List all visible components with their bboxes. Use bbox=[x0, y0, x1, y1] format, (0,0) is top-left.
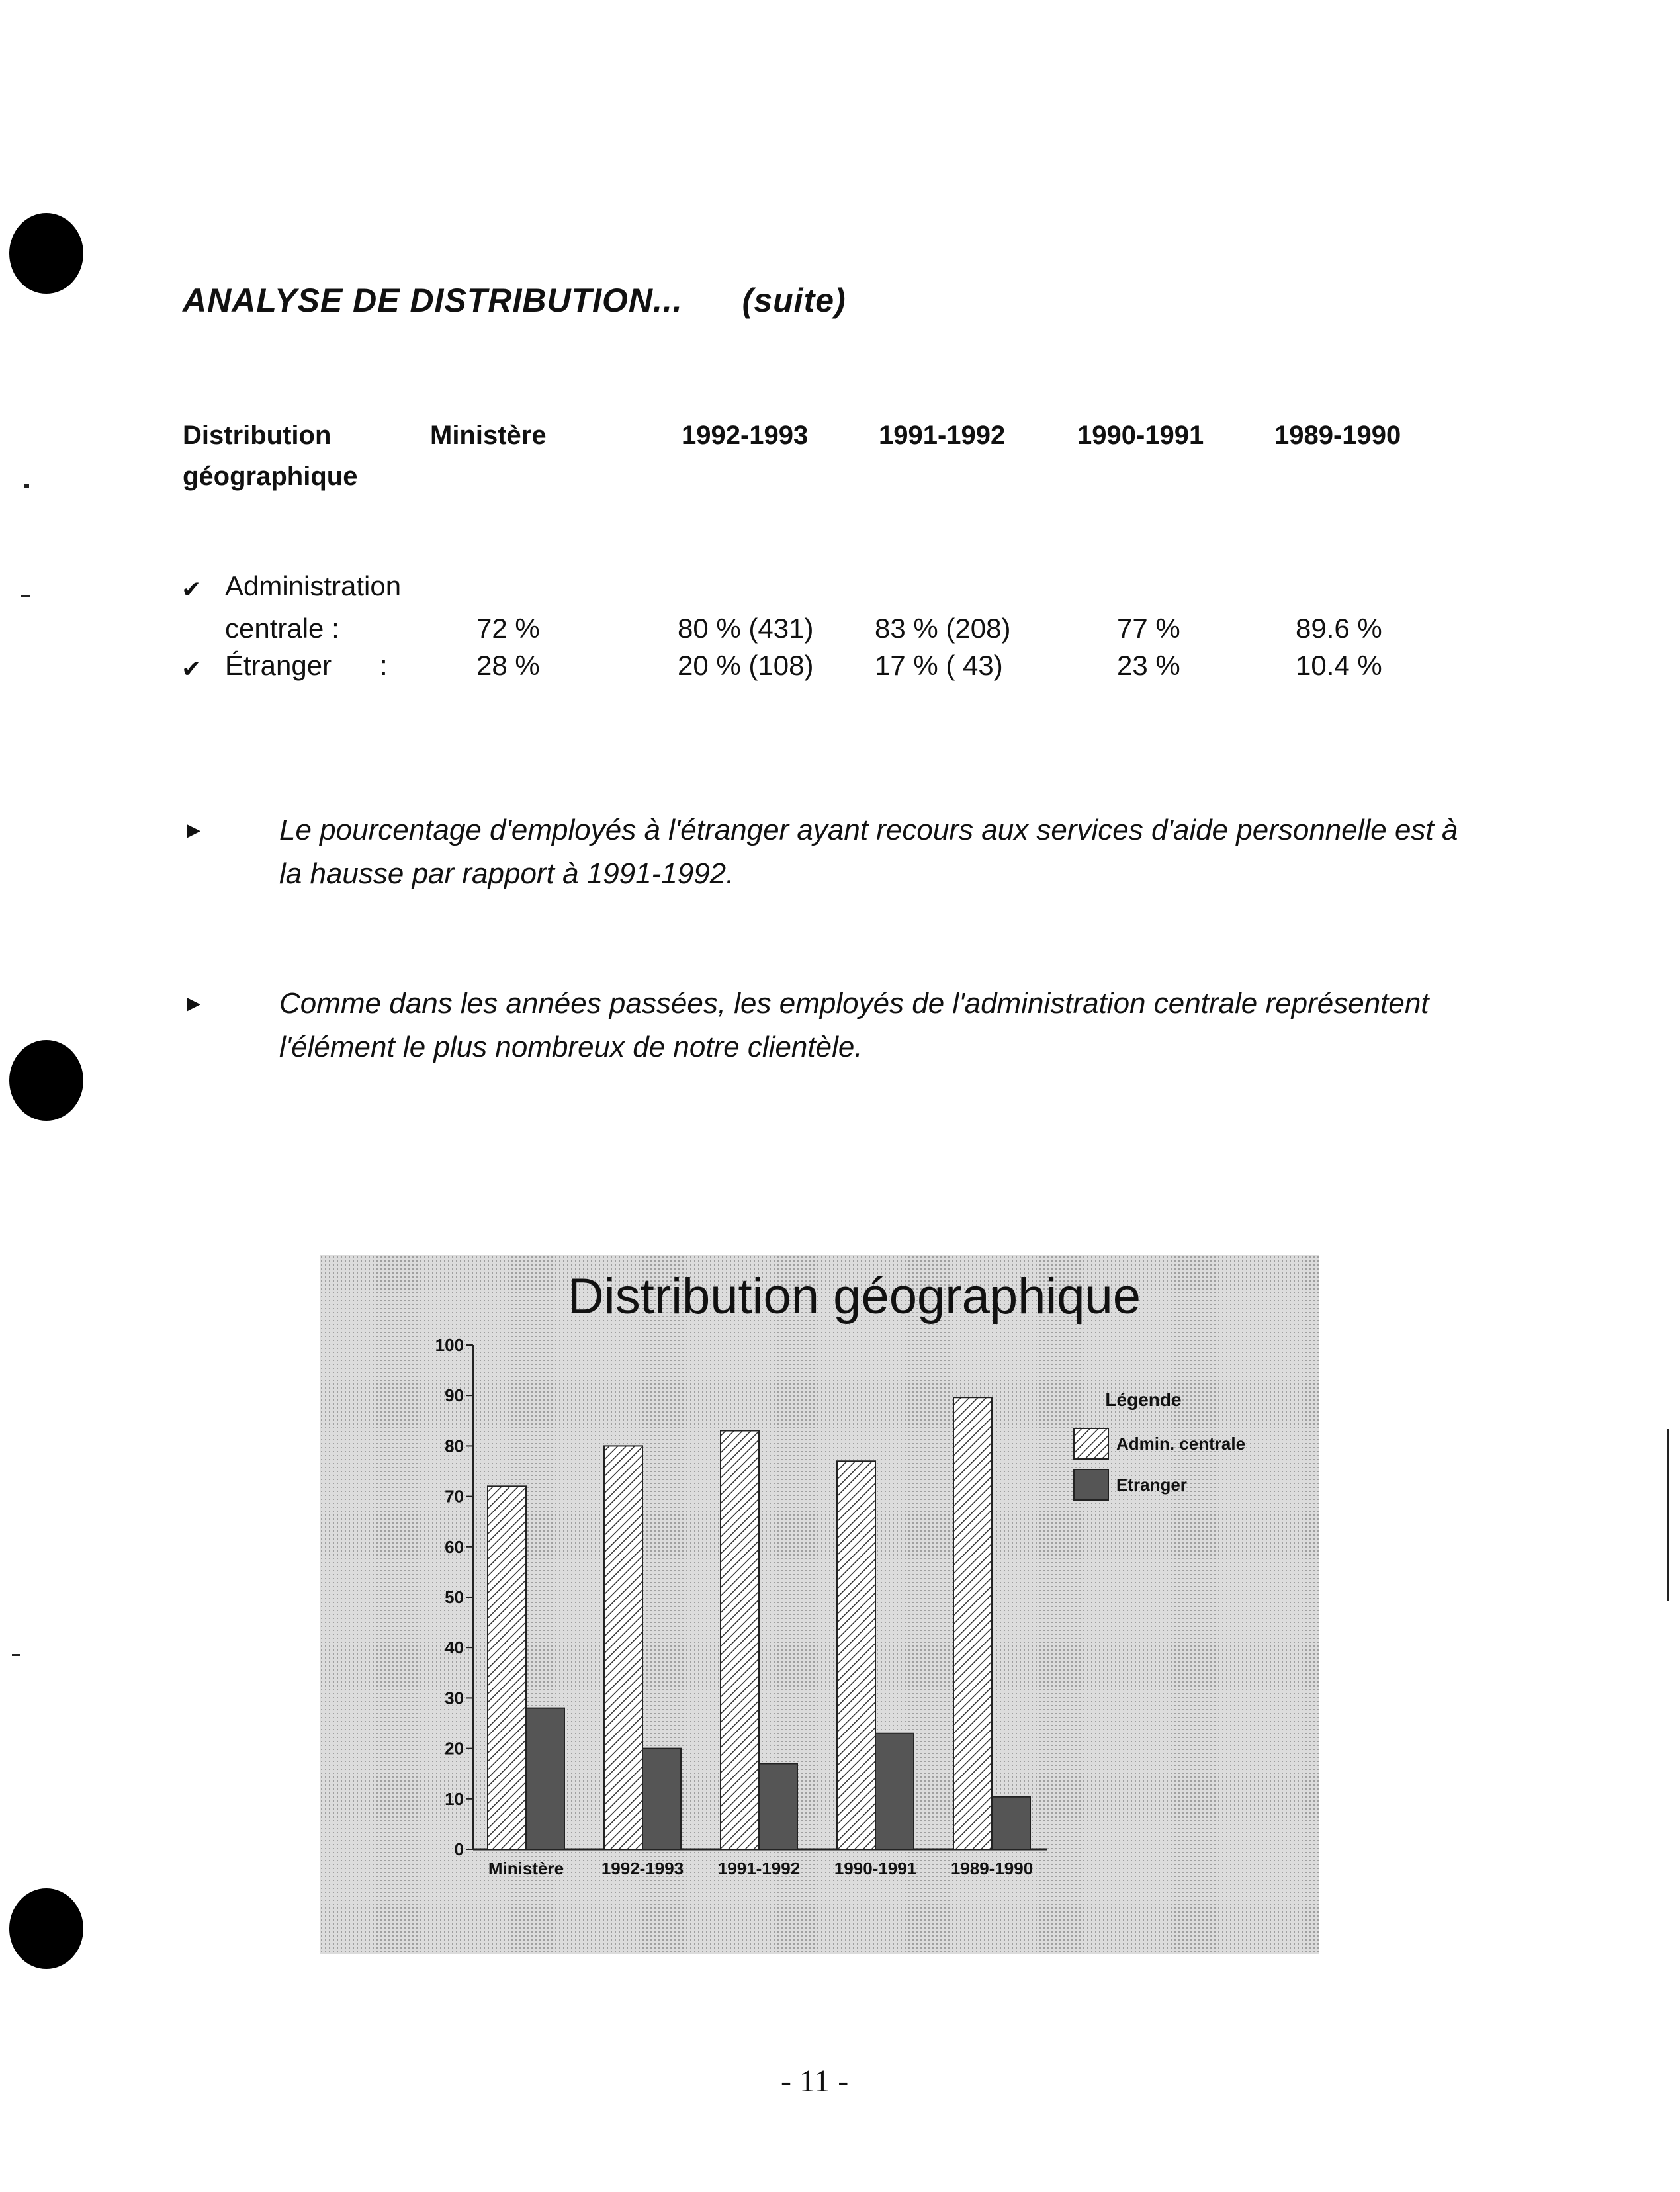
y-tick-label: 50 bbox=[445, 1587, 464, 1607]
legend-title: Légende bbox=[1105, 1389, 1182, 1410]
legend-label: Admin. centrale bbox=[1116, 1434, 1246, 1454]
legend-label: Etranger bbox=[1116, 1475, 1187, 1495]
page-title bbox=[183, 281, 846, 320]
bar-etranger bbox=[992, 1797, 1030, 1849]
x-tick-label: 1990-1991 bbox=[834, 1859, 917, 1878]
table-header-col-1: Ministère bbox=[430, 421, 547, 450]
row-admin-val-2: 80 % (431) bbox=[678, 613, 814, 644]
row-admin-label-2: centrale : bbox=[225, 613, 339, 644]
y-tick-label: 80 bbox=[445, 1436, 464, 1456]
table-header-label-2: géographique bbox=[183, 462, 358, 491]
row-admin-val-4: 77 % bbox=[1117, 613, 1180, 644]
y-tick-label: 60 bbox=[445, 1536, 464, 1557]
y-tick-label: 100 bbox=[435, 1335, 464, 1355]
x-tick-label: 1989-1990 bbox=[950, 1859, 1034, 1878]
bar-admin-centrale bbox=[488, 1486, 526, 1849]
table-header-col-3: 1991-1992 bbox=[879, 421, 1006, 450]
scan-mark bbox=[24, 484, 29, 488]
title-main: ANALYSE DE DISTRIBUTION... bbox=[183, 282, 683, 319]
bar-etranger bbox=[875, 1733, 914, 1849]
y-tick-label: 30 bbox=[445, 1688, 464, 1708]
table-header-col-2: 1992-1993 bbox=[682, 421, 809, 450]
y-tick-label: 90 bbox=[445, 1385, 464, 1406]
bar-etranger bbox=[759, 1763, 797, 1849]
row-etranger-val-4: 23 % bbox=[1117, 650, 1180, 681]
x-tick-label: 1992-1993 bbox=[601, 1859, 684, 1878]
bullet-arrow-icon: ► bbox=[183, 818, 205, 843]
bar-admin-centrale bbox=[837, 1461, 875, 1849]
punch-hole-bottom bbox=[9, 1888, 83, 1969]
scan-mark bbox=[12, 1654, 20, 1656]
chart-panel bbox=[320, 1255, 1319, 1954]
y-tick-label: 0 bbox=[454, 1839, 464, 1859]
row-admin-val-5: 89.6 % bbox=[1296, 613, 1382, 644]
bar-admin-centrale bbox=[721, 1431, 759, 1849]
table-header-label-1: Distribution bbox=[183, 421, 332, 450]
check-icon: ✔ bbox=[181, 576, 202, 603]
bar-etranger bbox=[526, 1708, 564, 1849]
bar-admin-centrale bbox=[604, 1446, 642, 1849]
y-tick-label: 40 bbox=[445, 1638, 464, 1658]
row-etranger-val-2: 20 % (108) bbox=[678, 650, 814, 681]
bar-etranger bbox=[642, 1749, 681, 1849]
punch-hole-top bbox=[9, 213, 83, 294]
x-tick-label: Ministère bbox=[488, 1859, 564, 1878]
bullet-arrow-icon: ► bbox=[183, 991, 205, 1016]
row-etranger-val-1: 28 % bbox=[476, 650, 540, 681]
row-etranger-val-3: 17 % ( 43) bbox=[875, 650, 1003, 681]
y-tick-label: 10 bbox=[445, 1788, 464, 1809]
y-tick-label: 70 bbox=[445, 1486, 464, 1507]
row-admin-val-1: 72 % bbox=[476, 613, 540, 644]
title-suite: (suite) bbox=[742, 282, 846, 319]
scan-mark bbox=[1667, 1429, 1669, 1601]
row-etranger-colon: : bbox=[380, 650, 388, 681]
bar-admin-centrale bbox=[953, 1397, 992, 1849]
page-number: - 11 - bbox=[781, 2064, 849, 2099]
scan-mark bbox=[21, 595, 30, 597]
bar-chart bbox=[320, 1255, 1319, 1954]
x-tick-label: 1991-1992 bbox=[717, 1859, 801, 1878]
row-etranger-label: Étranger bbox=[225, 650, 332, 681]
check-icon: ✔ bbox=[181, 655, 202, 682]
table-header-col-5: 1989-1990 bbox=[1274, 421, 1401, 450]
y-tick-label: 20 bbox=[445, 1738, 464, 1759]
legend-swatch-etranger bbox=[1074, 1469, 1108, 1500]
table-header-col-4: 1990-1991 bbox=[1077, 421, 1204, 450]
bullet-paragraph-1: Le pourcentage d'employés à l'étranger ayant recours aux services d'aide personnelle est à la hausse par rapport à 1991-1992. bbox=[279, 814, 1458, 890]
row-admin-val-3: 83 % (208) bbox=[875, 613, 1011, 644]
row-etranger-val-5: 10.4 % bbox=[1296, 650, 1382, 681]
legend-swatch-admin bbox=[1074, 1428, 1108, 1459]
bullet-paragraph-2: Comme dans les années passées, les employés de l'administration centrale représentent l'élément le plus nombreux de notre clientèle. bbox=[279, 987, 1429, 1063]
row-admin-label-1: Administration bbox=[225, 570, 402, 601]
punch-hole-middle bbox=[9, 1040, 83, 1121]
chart-title: Distribution géographique bbox=[567, 1268, 1141, 1325]
